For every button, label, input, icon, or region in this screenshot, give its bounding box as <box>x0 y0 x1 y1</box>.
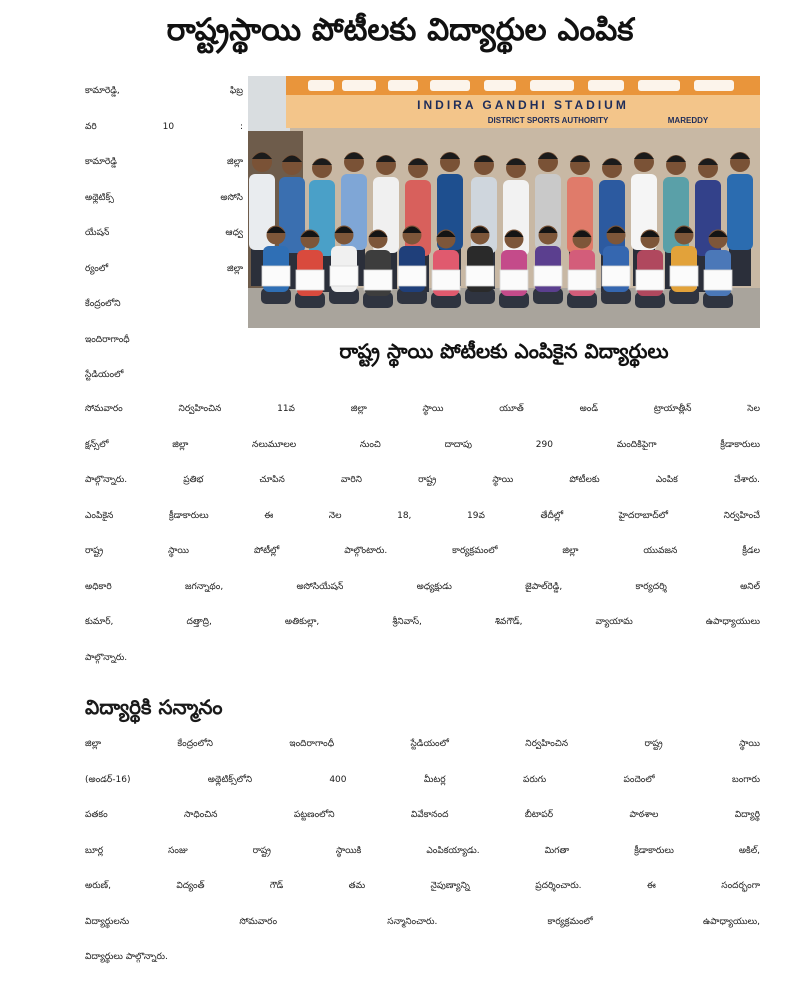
certificate <box>330 266 358 286</box>
certificate <box>296 270 324 290</box>
column-line: కామారెడ్డి జిల్లా <box>85 157 243 167</box>
person-shirt <box>727 174 753 250</box>
paragraph-line: అధికారి జగన్నాథం, అసోసియేషన్ అధ్యక్షుడు జైపాల్‌రెడ్డి, కార్యదర్శి అనిల్ <box>85 581 760 592</box>
column-line: కామారెడ్డి, ఫిబ్ర <box>85 86 243 96</box>
article-subheading: విద్యార్థికి సన్మానం <box>85 695 223 719</box>
column-line: వరి 10 : <box>85 121 243 132</box>
column-line: కేంద్రంలోని <box>85 299 121 309</box>
paragraph-line: పతకం సాధించిన పట్టణంలోని వివేకానంద బీటాపర్ పాఠశాల విద్యార్థి <box>85 810 760 820</box>
certificate <box>704 270 732 290</box>
paragraph-line: ఎంపికైన క్రీడాకారులు ఈ నెల 18, 19వ తేదీల్లో హైదరాబాద్‌లో నిర్వహించే <box>85 510 760 521</box>
paragraph-line: అరుణ్, విద్యంత్ గౌడ్ తమ నైపుణ్యాన్ని ప్రదర్శించారు. ఈ సందర్భంగా <box>85 881 760 891</box>
article-paragraph-1 <box>85 392 760 676</box>
certificate <box>364 270 392 290</box>
person-shirt <box>405 180 431 256</box>
paragraph-line: రాష్ట్ర స్థాయి పోటీల్లో పాల్గొంటారు. కార్యక్రమంలో జిల్లా యువజన క్రీడల <box>85 546 760 556</box>
certificate <box>466 266 494 286</box>
person-shirt <box>599 180 625 256</box>
banner-line-1: INDIRA GANDHI STADIUM <box>417 98 629 112</box>
photo-caption: రాష్ట్ర స్థాయి పోటీలకు ఎంపికైన విద్యార్థులు <box>339 339 669 363</box>
paragraph-line: కుమార్, దత్తాద్రి, అతికుల్లా, శ్రీనివాస్, శివగౌడ్, వ్యాయామ ఉపాధ్యాయులు <box>85 617 760 627</box>
paragraph-line: (అండర్-16) అథ్లెటిక్స్‌లోని 400 మీటర్ల పరుగు పందెంలో బంగారు <box>85 774 760 785</box>
paragraph-line: జిల్లా కేంద్రంలోని ఇందిరాగాంధీ స్టేడియంలో నిర్వహించిన రాష్ట్ర స్థాయి <box>85 739 760 749</box>
paragraph-line: సోమవారం నిర్వహించిన 11వ జిల్లా స్థాయి యూత్ అండ్ ట్రాయాత్లీన్ సెల <box>85 404 760 414</box>
article-headline: రాష్ట్రస్థాయి పోటీలకు విద్యార్థుల ఎంపిక <box>166 12 634 48</box>
sky-patch <box>248 76 290 136</box>
paragraph-line: విద్యార్థులు పాల్గొన్నారు. <box>85 952 168 962</box>
banner-line-2-tail: MAREDDY <box>667 116 709 125</box>
certificate <box>534 266 562 286</box>
paragraph-line: పాల్గొన్నారు. <box>85 652 128 663</box>
certificate <box>568 270 596 290</box>
certificate <box>398 266 426 286</box>
column-line: అథ్లెటిక్స్ అసోసి <box>85 192 243 203</box>
certificate <box>670 266 698 286</box>
certificate <box>602 266 630 286</box>
column-line: ఇందిరాగాంధీ <box>85 334 130 345</box>
certificate <box>636 270 664 290</box>
paragraph-line: పాల్గొన్నారు. ప్రతిభ చూపిన వారిని రాష్ట్ర స్థాయి పోటీలకు ఎంపిక చేశారు. <box>85 475 760 485</box>
certificate <box>432 270 460 290</box>
certificate <box>500 270 528 290</box>
group-photo <box>248 76 760 328</box>
column-line: స్టేడియంలో <box>85 370 124 380</box>
banner-line-2: DISTRICT SPORTS AUTHORITY <box>487 116 609 125</box>
column-line: యేషన్ ఆధ్వ <box>85 228 243 238</box>
paragraph-line: విద్యార్థులను సోమవారం సన్మానించారు. కార్యక్రమంలో ఉపాధ్యాయులు, <box>85 916 760 927</box>
certificate <box>262 266 290 286</box>
dateline-column <box>85 74 243 394</box>
article-paragraph-2 <box>85 727 760 976</box>
column-line: ర్యంలో జిల్లా <box>85 263 243 274</box>
paragraph-line: బూర్ల సంజు రాష్ట్ర స్థాయికి ఎంపికయ్యాడు. మిగతా క్రీడాకారులు అకిల్, <box>85 845 760 856</box>
paragraph-line: క్షన్స్‌లో జిల్లా నలుమూలల నుంచి దాదాపు 290 మందికిపైగా క్రీడాకారులు <box>85 439 760 450</box>
